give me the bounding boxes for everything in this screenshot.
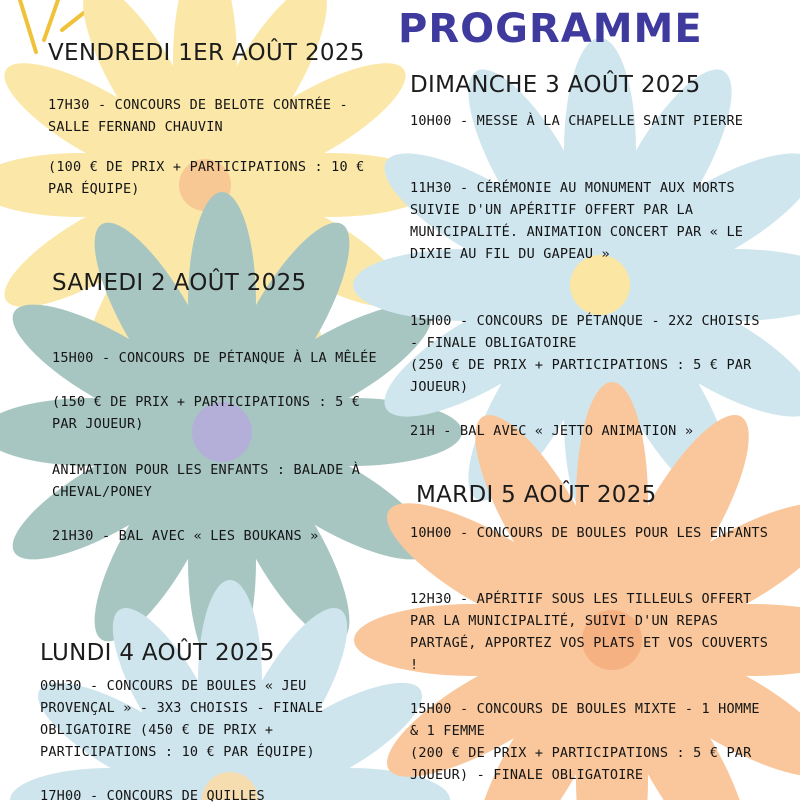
event-lundi-quilles: 17H00 - CONCOURS DE QUILLES xyxy=(40,788,265,804)
event-vendredi-prix: (100 € DE PRIX + PARTICIPATIONS : 10 € PAR ÉQUIPE) xyxy=(48,159,365,197)
event-vendredi-belote: 17H30 - CONCOURS DE BELOTE CONTRÉE - SALLE FERNAND CHAUVIN xyxy=(48,97,348,135)
page-title: PROGRAMME xyxy=(398,6,703,52)
event-samedi-petanque: 15H00 - CONCOURS DE PÉTANQUE À LA MÊLÉE xyxy=(52,350,377,366)
event-samedi-animation: ANIMATION POUR LES ENFANTS : BALADE À CHEVAL/PONEY xyxy=(52,462,361,500)
day-heading-dimanche: DIMANCHE 3 AOÛT 2025 xyxy=(410,72,701,98)
day-heading-lundi: LUNDI 4 AOÛT 2025 xyxy=(40,640,275,666)
event-dimanche-messe: 10H00 - MESSE À LA CHAPELLE SAINT PIERRE xyxy=(410,113,744,129)
event-dimanche-ceremonie: 11H30 - CÉRÉMONIE AU MONUMENT AUX MORTS SUIVIE D'UN APÉRITIF OFFERT PAR LA MUNICIPALITÉ. ANIMATION CONCERT PAR « LE DIXIE AU FIL DU GAPEAU » xyxy=(410,180,744,262)
event-dimanche-prix: (250 € DE PRIX + PARTICIPATIONS : 5 € PAR JOUEUR) xyxy=(410,357,752,395)
day-heading-mardi: MARDI 5 AOÛT 2025 xyxy=(416,482,657,508)
event-mardi-boules-enfants: 10H00 - CONCOURS DE BOULES POUR LES ENFANTS xyxy=(410,525,769,541)
event-mardi-boules-mixte: 15H00 - CONCOURS DE BOULES MIXTE - 1 HOMME & 1 FEMME xyxy=(410,701,760,739)
event-samedi-prix: (150 € DE PRIX + PARTICIPATIONS : 5 € PAR JOUEUR) xyxy=(52,394,361,432)
event-lundi-boules: 09H30 - CONCOURS DE BOULES « JEU PROVENÇAL » - 3X3 CHOISIS - FINALE OBLIGATOIRE (450 € DE PRIX + PARTICIPATIONS : 10 € PAR ÉQUIPE) xyxy=(40,678,324,760)
day-heading-samedi: SAMEDI 2 AOÛT 2025 xyxy=(52,270,307,296)
event-mardi-prix: (200 € DE PRIX + PARTICIPATIONS : 5 € PAR JOUEUR) - FINALE OBLIGATOIRE xyxy=(410,745,752,783)
day-heading-vendredi: VENDREDI 1ER AOÛT 2025 xyxy=(48,40,365,66)
event-mardi-aperitif: 12H30 - APÉRITIF SOUS LES TILLEULS OFFERT PAR LA MUNICIPALITÉ, SUIVI D'UN REPAS PARTAGÉ, APPORTEZ VOS PLATS ET VOS COUVERTS ! xyxy=(410,591,769,673)
event-samedi-bal: 21H30 - BAL AVEC « LES BOUKANS » xyxy=(52,528,319,544)
event-dimanche-petanque: 15H00 - CONCOURS DE PÉTANQUE - 2X2 CHOISIS - FINALE OBLIGATOIRE xyxy=(410,313,760,351)
event-dimanche-bal: 21H - BAL AVEC « JETTO ANIMATION » xyxy=(410,423,694,439)
